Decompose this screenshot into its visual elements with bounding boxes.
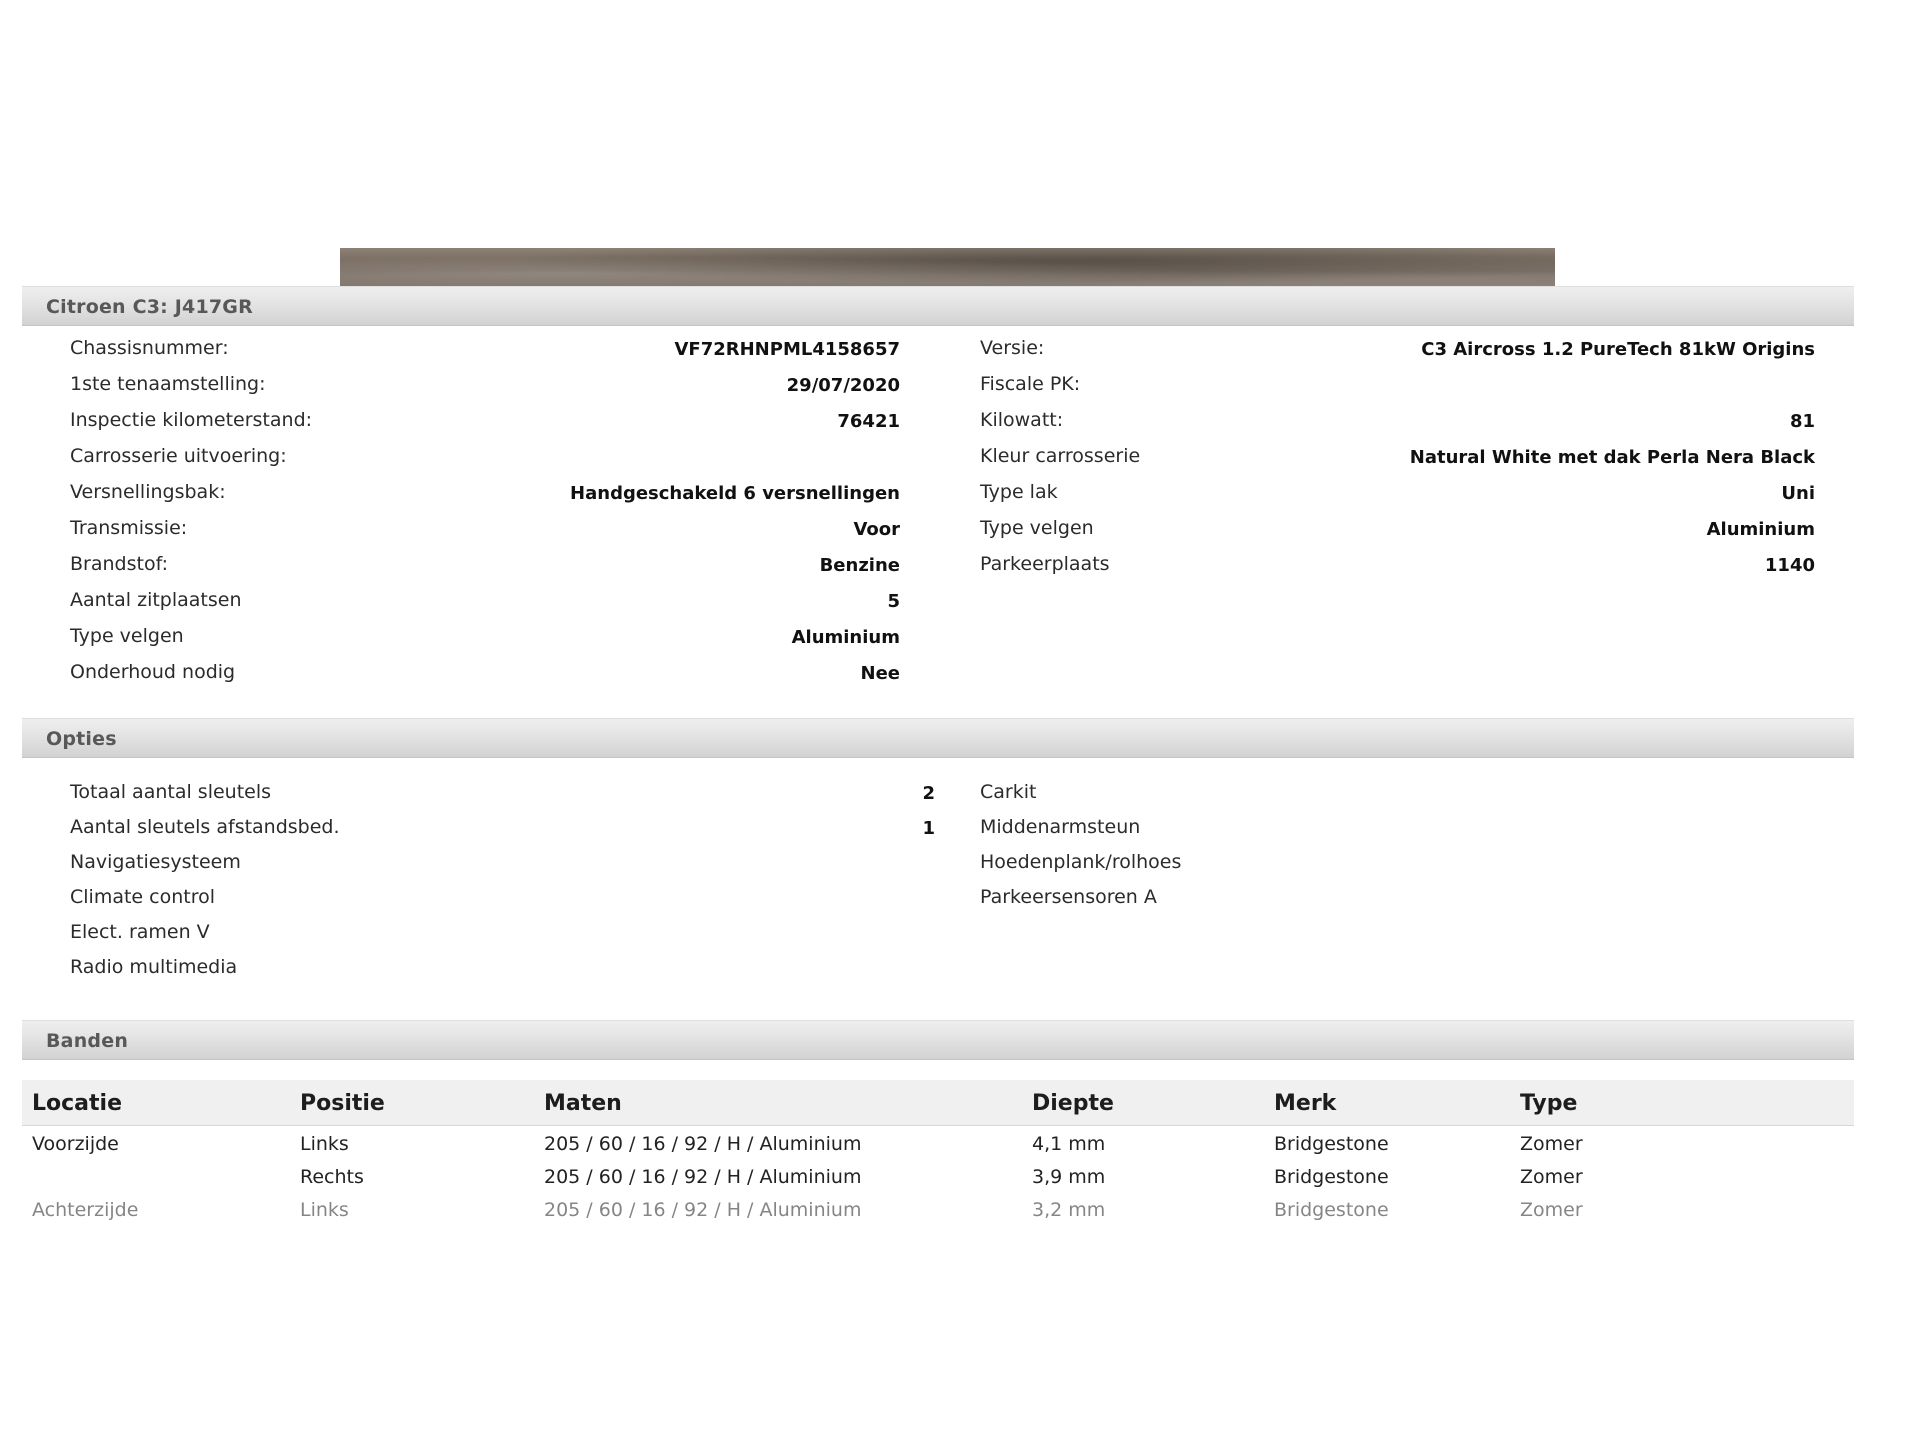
spec-row [70, 402, 900, 438]
spec-label: Versie: [980, 337, 1045, 359]
cell-positie: Links [300, 1199, 349, 1221]
spec-row [980, 330, 1815, 366]
option-value: 2 [922, 783, 935, 804]
options-right [980, 775, 1815, 915]
option-label: Climate control [70, 886, 216, 908]
spec-value: Aluminium [791, 627, 900, 648]
spec-value: 81 [1789, 411, 1815, 432]
page-bottom-mask [0, 1222, 1920, 1440]
spec-row [70, 438, 900, 474]
spec-value: 5 [887, 591, 900, 612]
spec-row [70, 618, 900, 654]
spec-label: Type lak [980, 481, 1058, 503]
spec-label: Aantal zitplaatsen [70, 589, 242, 611]
cell-merk: Bridgestone [1274, 1133, 1389, 1155]
section-title-tyres: Banden [46, 1030, 129, 1052]
spec-label: Type velgen [980, 517, 1094, 539]
spec-label: Chassisnummer: [70, 337, 229, 359]
spec-label: Parkeerplaats [980, 553, 1110, 575]
section-title-options: Opties [46, 728, 117, 750]
spec-label: Onderhoud nodig [70, 661, 236, 683]
option-row [70, 810, 935, 845]
column-header-merk: Merk [1274, 1091, 1337, 1116]
spec-row [980, 438, 1815, 474]
cell-merk: Bridgestone [1274, 1166, 1389, 1188]
cell-locatie: Voorzijde [32, 1133, 119, 1155]
tyres-table-header [22, 1080, 1854, 1126]
option-label: Aantal sleutels afstandsbed. [70, 816, 340, 838]
column-header-positie: Positie [300, 1091, 385, 1116]
vehicle-specs-right [980, 330, 1815, 582]
spec-value: Benzine [819, 555, 900, 576]
option-value: 1 [922, 818, 935, 839]
option-row [70, 950, 935, 985]
cell-diepte: 3,9 mm [1032, 1166, 1106, 1188]
spec-row [980, 474, 1815, 510]
cell-maten: 205 / 60 / 16 / 92 / H / Aluminium [544, 1133, 862, 1155]
cell-type: Zomer [1520, 1199, 1583, 1221]
spec-value: 76421 [837, 411, 900, 432]
spec-value: Uni [1781, 483, 1815, 504]
option-row [980, 845, 1815, 880]
cell-diepte: 3,2 mm [1032, 1199, 1106, 1221]
spec-value: Handgeschakeld 6 versnellingen [570, 483, 900, 504]
column-header-maten: Maten [544, 1091, 622, 1116]
cell-maten: 205 / 60 / 16 / 92 / H / Aluminium [544, 1199, 862, 1221]
table-row [22, 1166, 1854, 1199]
column-header-locatie: Locatie [32, 1091, 122, 1116]
section-header-tyres [22, 1020, 1854, 1060]
vehicle-specs-left [70, 330, 900, 690]
spec-label: Fiscale PK: [980, 373, 1081, 395]
option-row [70, 915, 935, 950]
section-header-options [22, 718, 1854, 758]
spec-value: VF72RHNPML4158657 [674, 339, 900, 360]
spec-value: Natural White met dak Perla Nera Black [1409, 447, 1815, 468]
spec-row [70, 546, 900, 582]
spec-value: 1140 [1764, 555, 1815, 576]
option-row [70, 880, 935, 915]
spec-row [70, 654, 900, 690]
spec-label: Kleur carrosserie [980, 445, 1141, 467]
spec-label: Transmissie: [70, 517, 188, 539]
option-label: Radio multimedia [70, 956, 238, 978]
spec-value: Nee [860, 663, 900, 684]
option-label: Parkeersensoren A [980, 886, 1157, 908]
spec-label: Kilowatt: [980, 409, 1064, 431]
spec-label: Carrosserie uitvoering: [70, 445, 287, 467]
vehicle-photo [340, 248, 1555, 290]
options-left [70, 775, 935, 985]
option-label: Middenarmsteun [980, 816, 1141, 838]
spec-label: Type velgen [70, 625, 184, 647]
cell-type: Zomer [1520, 1133, 1583, 1155]
option-label: Totaal aantal sleutels [70, 781, 272, 803]
cell-positie: Links [300, 1133, 349, 1155]
spec-value: Aluminium [1706, 519, 1815, 540]
spec-row [980, 402, 1815, 438]
cell-type: Zomer [1520, 1166, 1583, 1188]
spec-row [70, 330, 900, 366]
option-row [980, 880, 1815, 915]
option-label: Carkit [980, 781, 1037, 803]
column-header-type: Type [1520, 1091, 1578, 1116]
cell-diepte: 4,1 mm [1032, 1133, 1106, 1155]
spec-row [980, 366, 1815, 402]
spec-value: C3 Aircross 1.2 PureTech 81kW Origins [1421, 339, 1815, 360]
option-row [70, 775, 935, 810]
section-title-vehicle: Citroen C3: J417GR [46, 296, 253, 318]
cell-maten: 205 / 60 / 16 / 92 / H / Aluminium [544, 1166, 862, 1188]
spec-row [70, 582, 900, 618]
spec-value: 29/07/2020 [786, 375, 900, 396]
cell-locatie: Achterzijde [32, 1199, 139, 1221]
spec-value: Voor [853, 519, 900, 540]
option-label: Elect. ramen V [70, 921, 210, 943]
tyres-table-body [22, 1133, 1854, 1232]
section-header-vehicle [22, 286, 1854, 326]
option-row [980, 810, 1815, 845]
spec-row [70, 510, 900, 546]
spec-label: Versnellingsbak: [70, 481, 226, 503]
spec-label: Brandstof: [70, 553, 168, 575]
spec-row [70, 366, 900, 402]
column-header-diepte: Diepte [1032, 1091, 1114, 1116]
option-label: Hoedenplank/rolhoes [980, 851, 1182, 873]
spec-row [70, 474, 900, 510]
option-label: Navigatiesysteem [70, 851, 241, 873]
option-row [70, 845, 935, 880]
table-row [22, 1133, 1854, 1166]
cell-merk: Bridgestone [1274, 1199, 1389, 1221]
option-row [980, 775, 1815, 810]
spec-row [980, 510, 1815, 546]
spec-label: 1ste tenaamstelling: [70, 373, 266, 395]
spec-label: Inspectie kilometerstand: [70, 409, 313, 431]
cell-positie: Rechts [300, 1166, 364, 1188]
spec-row [980, 546, 1815, 582]
